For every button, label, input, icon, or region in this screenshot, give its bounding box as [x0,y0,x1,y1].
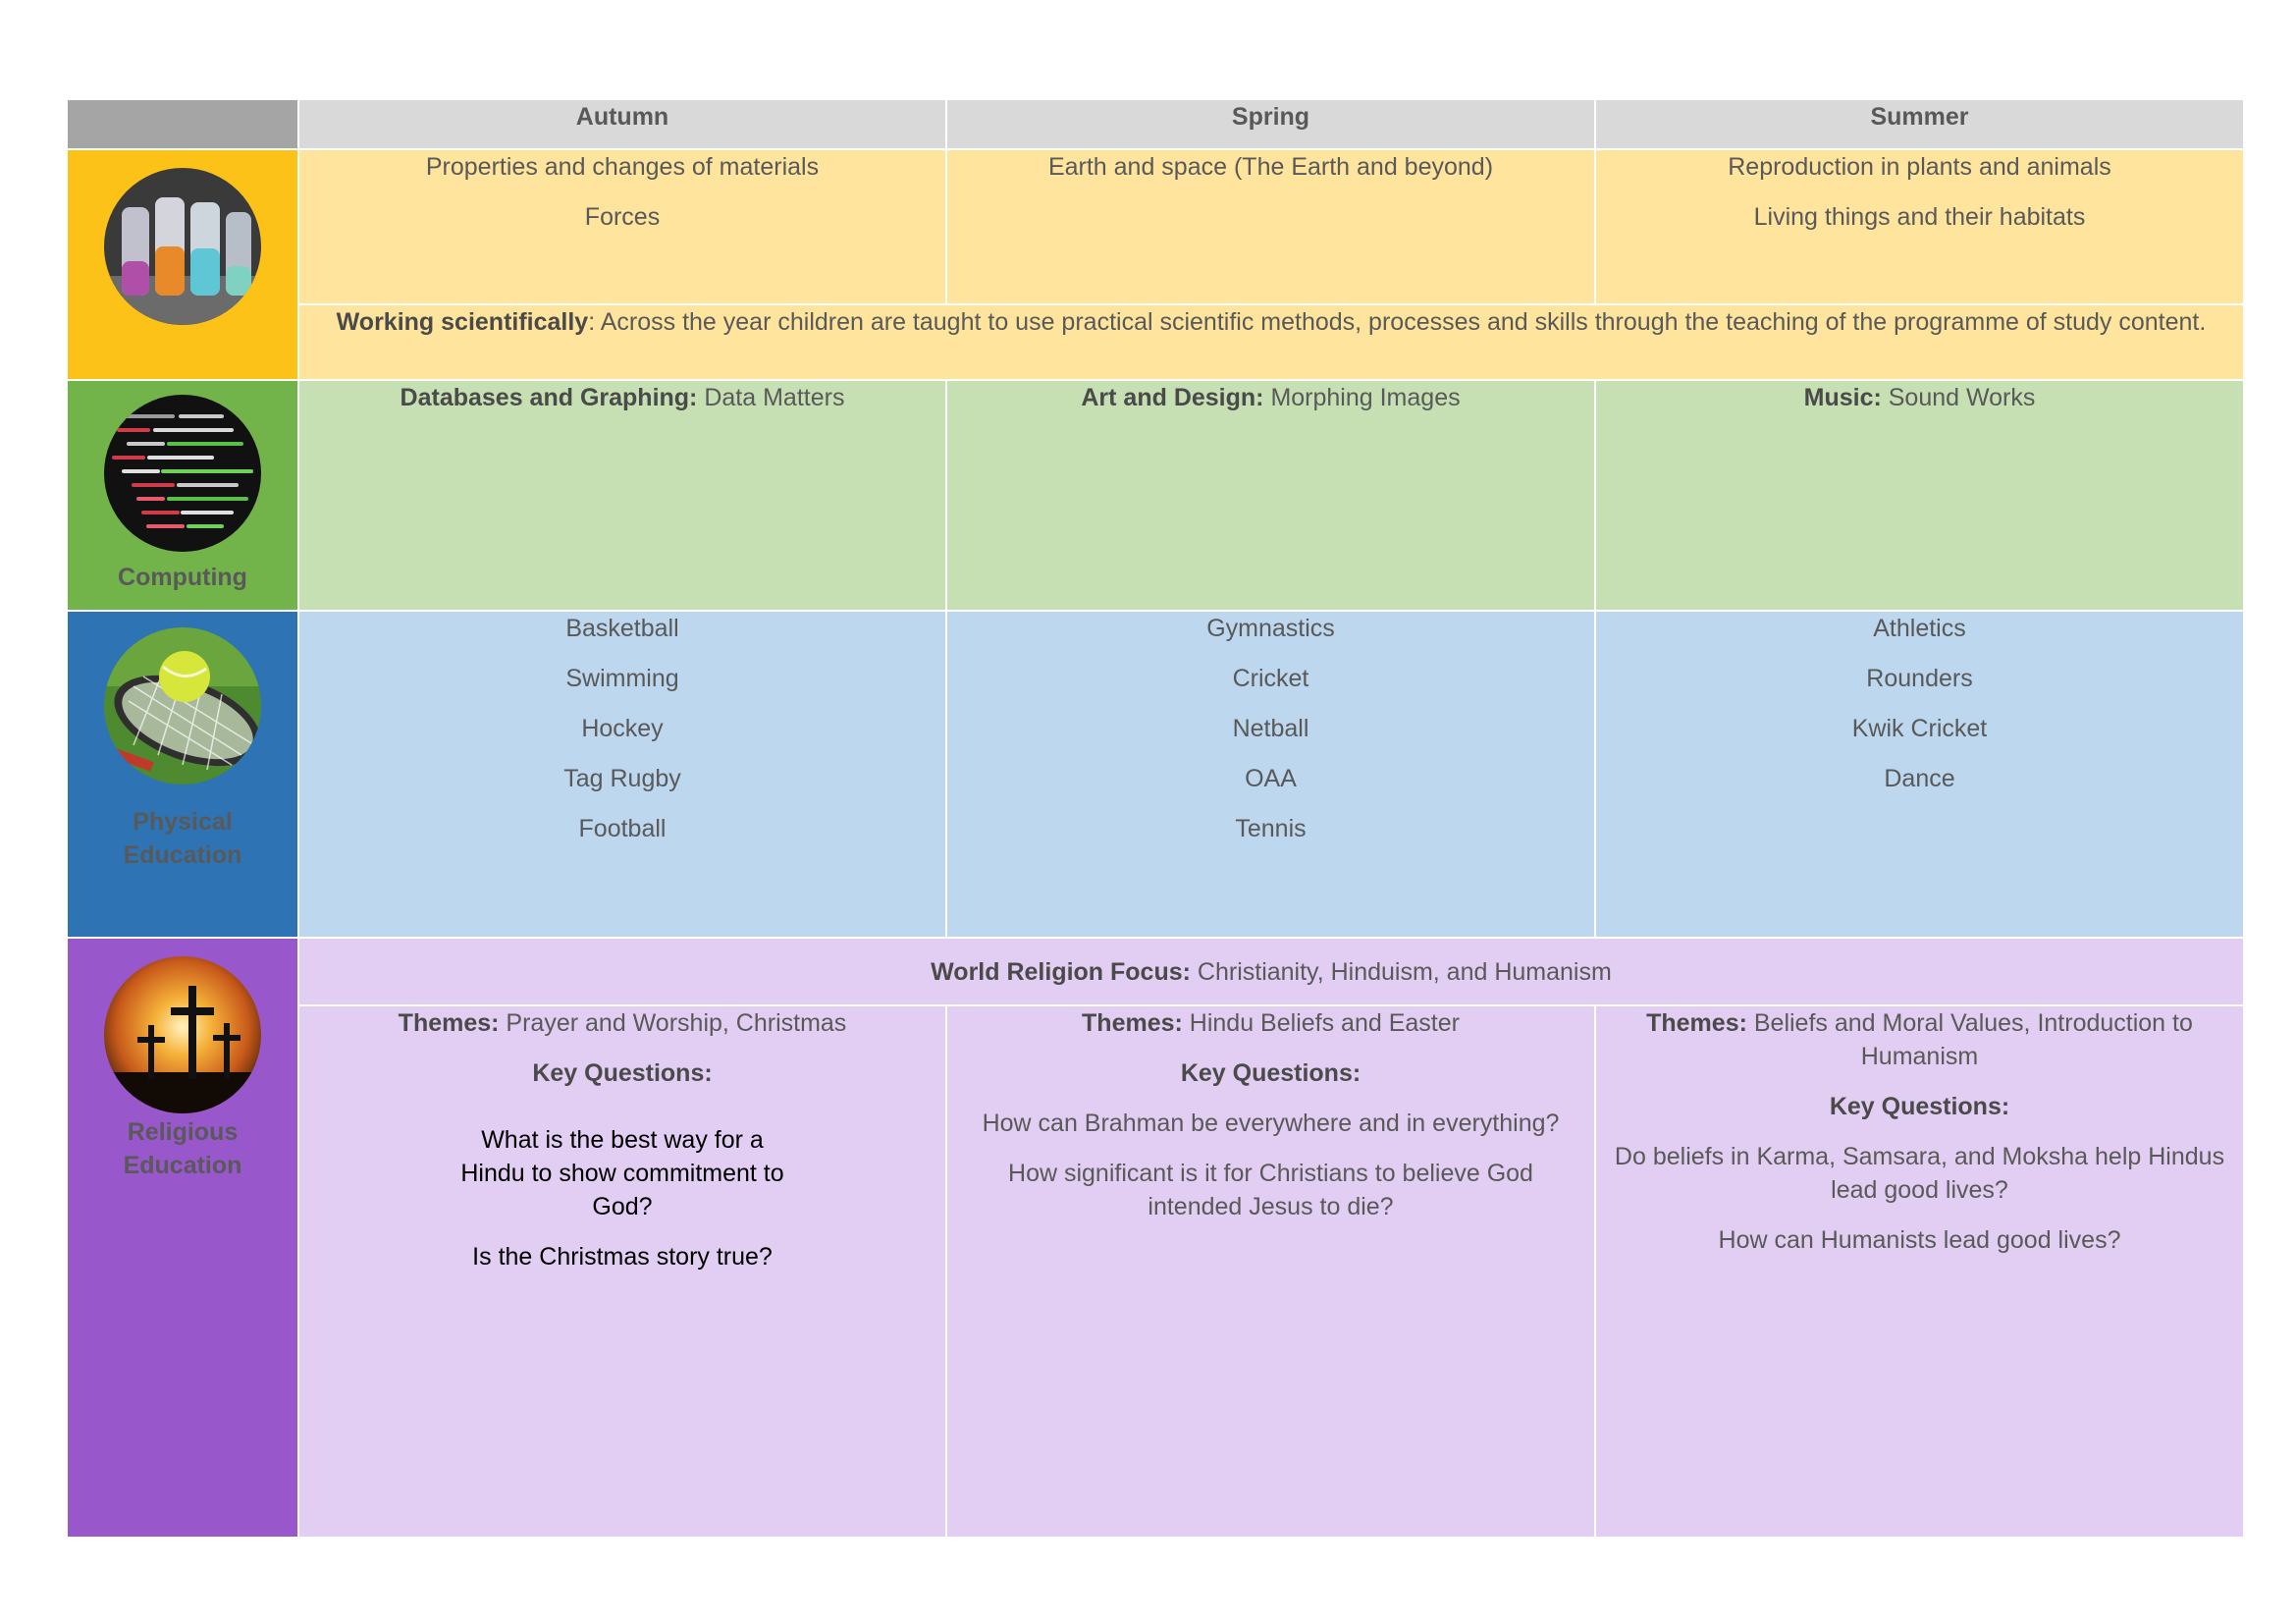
pe-activity: Hockey [581,715,664,742]
tennis-ball-racket-icon [104,627,261,785]
pe-subject-cell [67,611,298,938]
re-themes-label: Themes: [1646,1009,1747,1037]
re-question-line: lead good lives? [1831,1176,2008,1204]
pe-activity: Rounders [1866,665,1973,692]
science-autumn-cell [298,149,946,304]
science-spring-topic: Earth and space (The Earth and beyond) [1047,153,1494,181]
science-working-row [67,304,2244,380]
re-question: How can Brahman be everywhere and in everything? [982,1110,1560,1137]
working-scientifically-cell [298,304,2244,380]
science-subject-cell [67,149,298,380]
science-row [67,149,2244,304]
re-focus-row [67,938,2244,1005]
pe-activity: Swimming [565,665,679,692]
pe-activity: Football [578,815,667,842]
header-corner [67,99,298,149]
term-spring-header: Spring [946,99,1595,149]
re-question-line: What is the best way for a [481,1126,764,1154]
re-key-questions-heading: Key Questions: [1180,1059,1362,1087]
computing-autumn-label: Databases and Graphing: [400,384,698,411]
re-key-questions-label [1596,1090,2243,1123]
re-themes-label: Themes: [1082,1009,1183,1037]
computing-autumn-text: Data Matters [697,384,845,411]
code-screen-icon [104,395,261,552]
re-question-line: God? [592,1193,653,1220]
computing-spring-text: Morphing Images [1263,384,1461,411]
re-label [68,1115,297,1182]
pe-activity: Dance [1884,765,1955,792]
science-autumn-topic: Forces [584,203,661,231]
science-spring-cell [946,149,1595,304]
re-themes [299,1006,945,1040]
pe-label [68,805,297,872]
pe-activity: Tennis [1235,815,1307,842]
re-spring-cell [946,1005,1595,1538]
re-question-line: Do beliefs in Karma, Samsara, and Moksha help Hindus [1614,1143,2225,1170]
re-themes-text: Beliefs and Moral Values, Introduction to [1746,1009,2193,1037]
re-key-questions-label [299,1056,945,1090]
pe-activity: Gymnastics [1206,615,1335,642]
re-themes-text: Prayer and Worship, Christmas [499,1009,847,1037]
pe-label-line: Physical [133,808,233,836]
pe-activity: Tag Rugby [563,765,681,792]
world-religion-focus-text: Christianity, Hinduism, and Humanism [1190,957,1612,986]
computing-summer-text: Sound Works [1881,384,2036,411]
pe-activity: Basketball [565,615,679,642]
science-summer-topic: Living things and their habitats [1753,203,2086,231]
pe-activity: OAA [1245,765,1297,792]
crosses-sunset-icon [104,956,261,1113]
computing-spring-cell [946,380,1595,611]
working-scientifically-text: : Across the year children are taught to use practical scientific methods, processes and skills through the teaching of the programme of study content. [588,308,2207,336]
computing-row [67,380,2244,611]
pe-autumn-cell [298,611,946,938]
science-summer-cell [1595,149,2244,304]
re-question-line: intended Jesus to die? [1148,1193,1394,1220]
re-themes [947,1006,1594,1040]
re-autumn-cell [298,1005,946,1538]
term-autumn-header: Autumn [298,99,946,149]
pe-label-line: Education [123,841,242,869]
re-key-questions-heading: Key Questions: [532,1059,713,1087]
science-autumn-topic: Properties and changes of materials [425,153,820,181]
re-themes-line: Humanism [1860,1043,1979,1070]
working-scientifically-label: Working scientifically [336,308,589,336]
pe-activity: Athletics [1873,615,1966,642]
computing-summer-cell [1595,380,2244,611]
re-subject-cell [67,938,298,1538]
computing-autumn-cell [298,380,946,611]
re-themes [1596,1006,2243,1040]
re-question: Is the Christmas story true? [472,1243,773,1271]
term-header-row [67,99,2244,149]
computing-label: Computing [118,564,247,591]
pe-activity: Cricket [1232,665,1309,692]
test-tubes-icon [104,168,261,325]
re-label-line: Religious [127,1118,239,1146]
re-question: How can Humanists lead good lives? [1718,1226,2121,1254]
pe-activity: Kwik Cricket [1851,715,1988,742]
computing-subject-cell [67,380,298,611]
pe-summer-cell [1595,611,2244,938]
re-themes-row [67,1005,2244,1538]
pe-activity: Netball [1232,715,1309,742]
world-religion-focus-label: World Religion Focus: [931,957,1191,986]
re-question-line: Hindu to show commitment to [460,1160,784,1187]
re-key-questions-label [947,1056,1594,1090]
world-religion-focus-cell [298,938,2244,1005]
curriculum-table [66,98,2245,1539]
pe-spring-cell [946,611,1595,938]
re-summer-cell [1595,1005,2244,1538]
computing-summer-label: Music: [1803,384,1882,411]
science-summer-topic: Reproduction in plants and animals [1728,153,2111,181]
re-question-line: How significant is it for Christians to believe God [1008,1160,1533,1187]
term-summer-header: Summer [1595,99,2244,149]
pe-row [67,611,2244,938]
computing-spring-label: Art and Design: [1081,384,1264,411]
re-key-questions-heading: Key Questions: [1829,1093,2010,1120]
re-themes-text: Hindu Beliefs and Easter [1182,1009,1460,1037]
re-themes-label: Themes: [398,1009,500,1037]
re-label-line: Education [123,1152,242,1179]
